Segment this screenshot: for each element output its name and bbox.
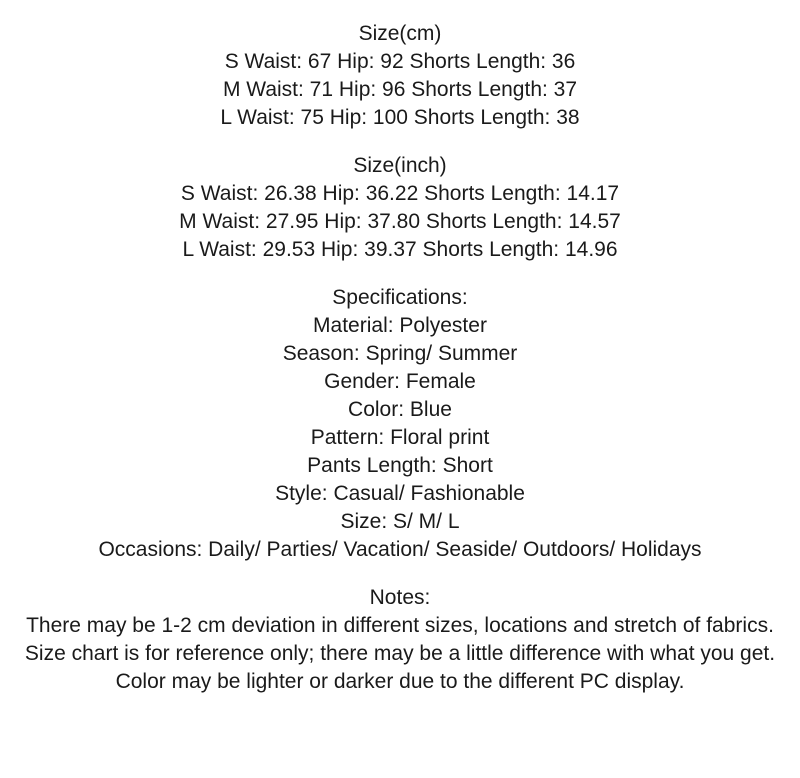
note-deviation: There may be 1-2 cm deviation in different sizes, locations and stretch of fabrics.: [26, 614, 774, 637]
size-cm-heading: Size(cm): [358, 22, 442, 45]
spec-pattern: Pattern: Floral print: [310, 426, 490, 449]
note-size-chart: Size chart is for reference only; there may be a little difference with what you get.: [24, 642, 776, 665]
size-inch-heading: Size(inch): [353, 154, 447, 177]
size-cm-row-l: L Waist: 75 Hip: 100 Shorts Length: 38: [220, 106, 580, 129]
size-cm-row-s: S Waist: 67 Hip: 92 Shorts Length: 36: [224, 50, 576, 73]
size-inch-row-l: L Waist: 29.53 Hip: 39.37 Shorts Length: 14.96: [182, 238, 618, 261]
size-inch-row-m: M Waist: 27.95 Hip: 37.80 Shorts Length: 14.57: [179, 210, 621, 233]
size-inch-section: [0, 152, 800, 264]
spec-size: Size: S/ M/ L: [340, 510, 460, 533]
specifications-section: [0, 284, 800, 564]
size-cm-row-m: M Waist: 71 Hip: 96 Shorts Length: 37: [222, 78, 578, 101]
notes-section: [0, 584, 800, 696]
spec-occasions: Occasions: Daily/ Parties/ Vacation/ Seaside/ Outdoors/ Holidays: [98, 538, 702, 561]
spec-material: Material: Polyester: [313, 314, 487, 337]
spec-season: Season: Spring/ Summer: [282, 342, 518, 365]
size-inch-row-s: S Waist: 26.38 Hip: 36.22 Shorts Length: 14.17: [180, 182, 620, 205]
spec-color: Color: Blue: [348, 398, 452, 421]
spec-gender: Gender: Female: [324, 370, 476, 393]
size-cm-section: [0, 20, 800, 132]
note-color-display: Color may be lighter or darker due to the different PC display.: [115, 670, 685, 693]
notes-heading: Notes:: [369, 586, 431, 609]
specifications-heading: Specifications:: [332, 286, 468, 309]
spec-pants-length: Pants Length: Short: [307, 454, 493, 477]
spec-style: Style: Casual/ Fashionable: [275, 482, 525, 505]
